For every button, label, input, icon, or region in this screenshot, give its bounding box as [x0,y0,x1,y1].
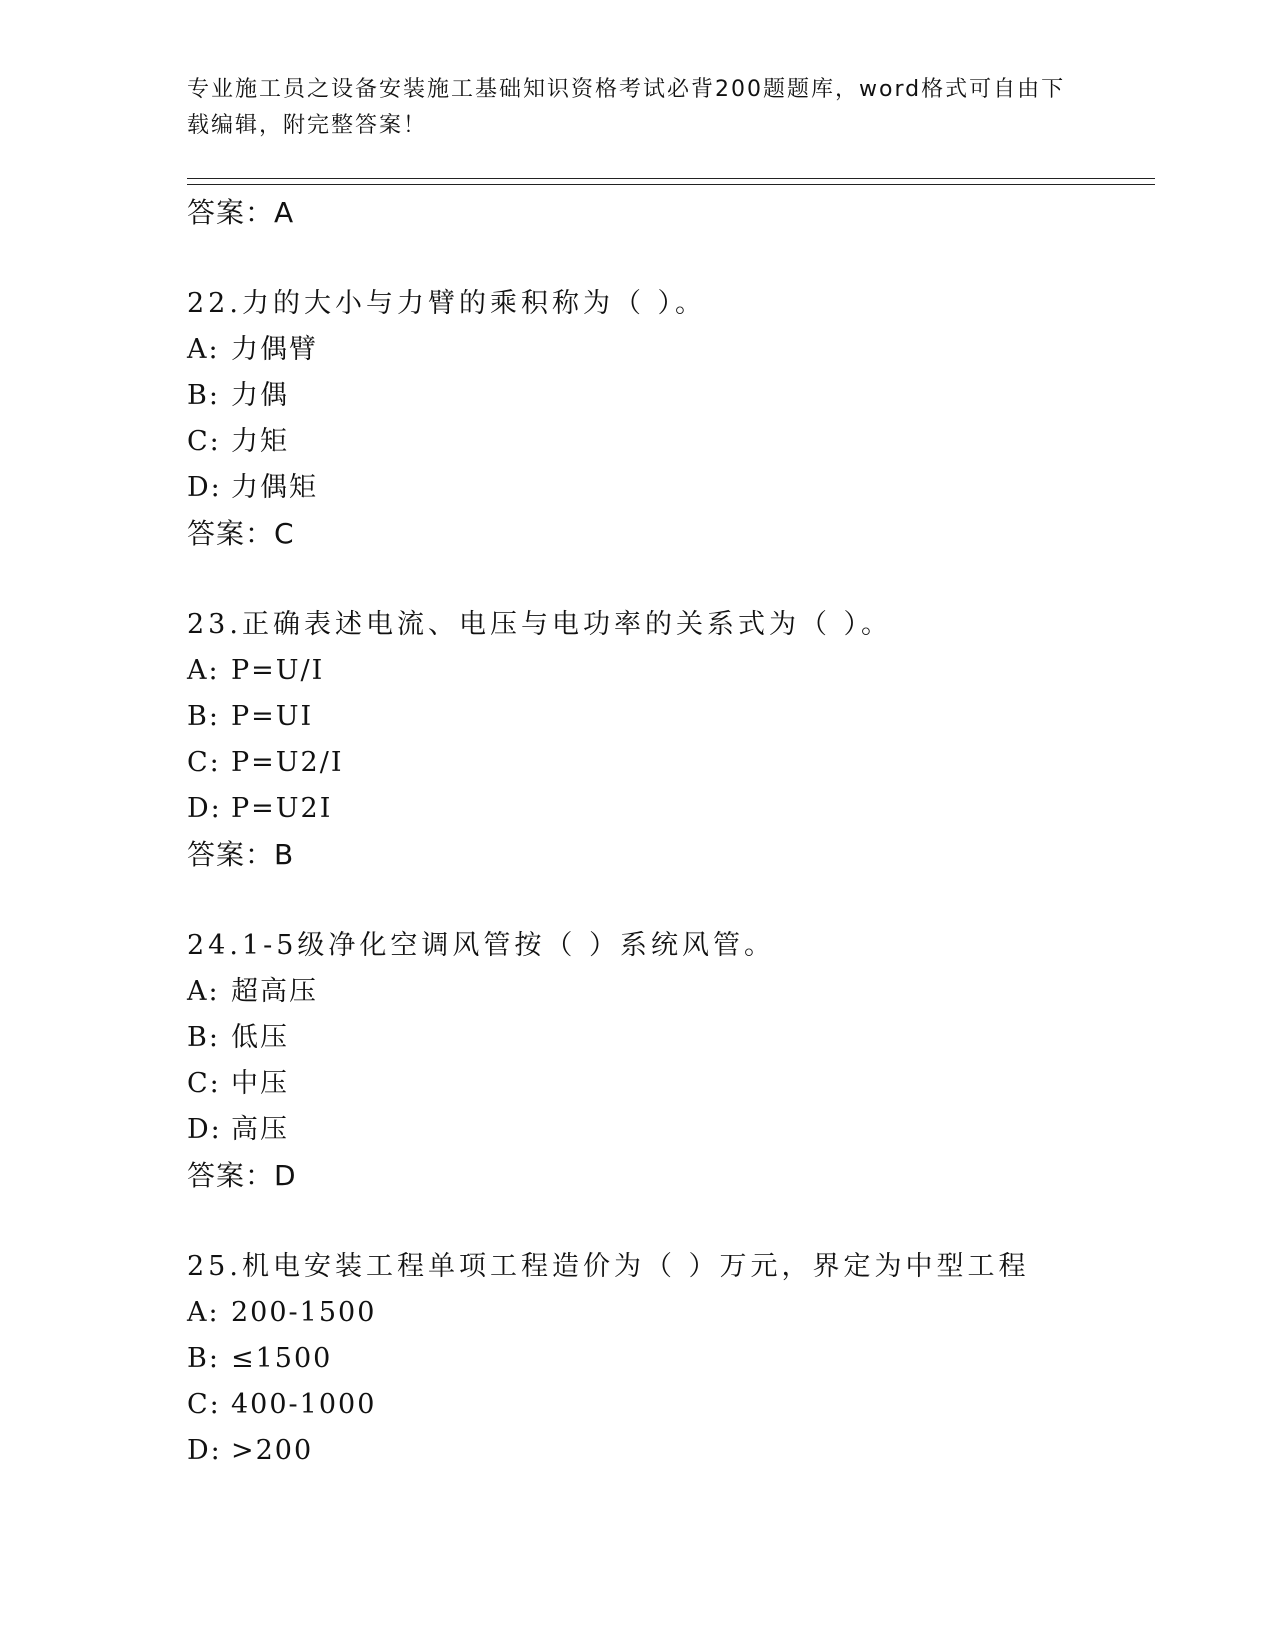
option-c [187,740,1155,786]
option-d [187,465,1155,511]
option-value: 超高压 [231,976,318,1007]
option-letter: D: [187,472,222,503]
option-a [187,1290,1155,1336]
option-a [187,969,1155,1015]
option-letter: C: [187,426,221,457]
question-list [187,190,1155,1474]
option-value: 力偶矩 [231,472,318,503]
option-value: 中压 [231,1068,289,1099]
header-rule-top [187,178,1155,179]
option-c [187,419,1155,465]
option-d [187,786,1155,832]
option-value: ≤1500 [231,1343,333,1374]
option-value: 力偶 [231,380,289,411]
option-value: P=U2I [231,793,333,824]
option-a [187,327,1155,373]
question-text: 24.1-5级净化空调风管按（ ）系统风管。 [187,930,776,961]
question-block [187,602,1155,878]
question-text: 23.正确表述电流、电压与电功率的关系式为（ ）。 [187,609,893,640]
answer-line: 答案：D [187,1159,297,1192]
option-letter: B: [187,380,220,411]
document-header: 专业施工员之设备安装施工基础知识资格考试必背200题题库，word格式可自由下载编辑，附完整答案！ [187,77,1066,138]
option-a [187,648,1155,694]
option-b [187,1015,1155,1061]
option-value: 200-1500 [231,1297,377,1328]
option-b [187,1336,1155,1382]
option-value: 力偶臂 [231,334,318,365]
option-letter: C: [187,1389,221,1420]
question-text: 22.力的大小与力臂的乘积称为（ ）。 [187,288,707,319]
option-letter: A: [187,976,220,1007]
option-letter: D: [187,1114,222,1145]
question-block [187,923,1155,1199]
option-value: 低压 [231,1022,289,1053]
option-letter: D: [187,1435,222,1466]
answer-line: 答案：C [187,517,295,550]
option-letter: C: [187,747,221,778]
option-letter: D: [187,793,222,824]
option-letter: A: [187,334,220,365]
option-b [187,694,1155,740]
option-letter: B: [187,701,220,732]
answer-line: 答案：B [187,838,295,871]
option-value: P=U2/I [231,747,344,778]
option-d [187,1428,1155,1474]
header-rule-bottom [187,184,1155,185]
answer-line: 答案：A [187,196,295,229]
option-value: 力矩 [231,426,289,457]
option-letter: B: [187,1343,220,1374]
option-value: 高压 [231,1114,289,1145]
option-letter: B: [187,1022,220,1053]
option-value: 400-1000 [231,1389,377,1420]
option-value: >200 [231,1435,314,1466]
option-c [187,1061,1155,1107]
question-text: 25.机电安装工程单项工程造价为（ ）万元，界定为中型工程 [187,1251,1030,1282]
option-letter: C: [187,1068,221,1099]
option-d [187,1107,1155,1153]
option-letter: A: [187,1297,220,1328]
option-c [187,1382,1155,1428]
option-value: P=U/I [231,655,325,686]
option-value: P=UI [231,701,314,732]
option-b [187,373,1155,419]
question-block [187,281,1155,557]
question-block [187,1244,1155,1474]
option-letter: A: [187,655,220,686]
